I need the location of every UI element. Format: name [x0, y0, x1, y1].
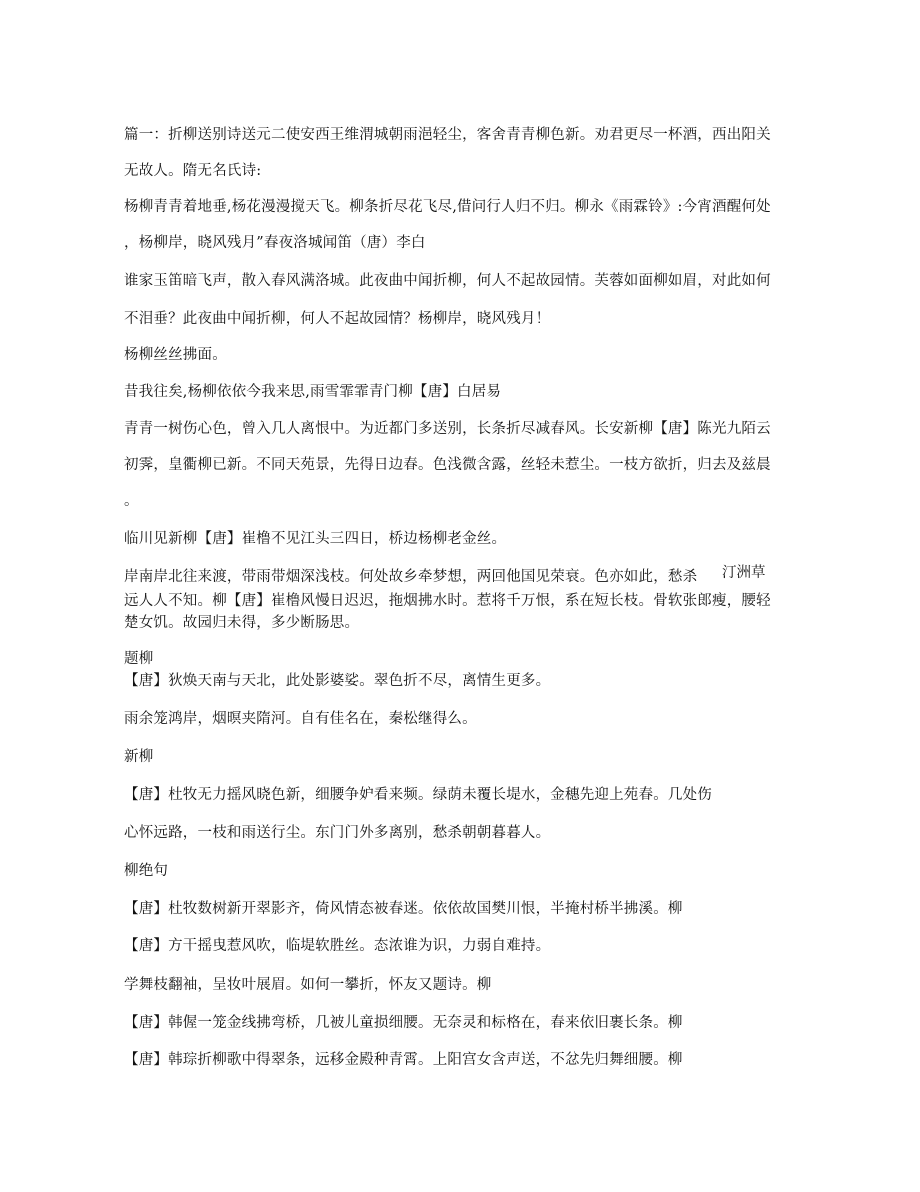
text-line: ，杨柳岸，晓风残月”春夜洛城闻笛（唐）李白 — [124, 235, 426, 251]
text-line: 楚女饥。故园归未得，多少断肠思。 — [124, 615, 360, 631]
text-line: 【唐】韩偓一笼金线拂弯桥，几被儿童损细腰。无奈灵和标格在，春来依旧裹长条。柳 — [124, 1015, 683, 1031]
text-line: 柳绝句 — [124, 863, 169, 879]
text-line: 。 — [124, 493, 139, 509]
text-line: 【唐】杜牧数树新开翠影齐，倚风情态被春迷。依依故国樊川恨，半掩村桥半拂溪。柳 — [124, 901, 683, 917]
text-line: 无故人。隋无名氏诗: — [124, 163, 262, 179]
text-line: 雨余笼鸿岸，烟暝夹隋河。自有佳名在，秦松继得么。 — [124, 711, 477, 727]
text-line: 【唐】杜牧无力摇风晓色新，细腰争妒看来频。绿荫未覆长堤水，金穗先迎上苑春。几处伤 — [124, 787, 712, 803]
text-line: 新柳 — [124, 749, 154, 765]
floating-text: 汀洲草 — [722, 565, 766, 581]
text-line: 篇一：折柳送别诗送元二使安西王维渭城朝雨浥轻尘，客舍青青柳色新。劝君更尽一杯酒，西出阳关 — [124, 127, 771, 143]
text-line: 谁家玉笛暗飞声，散入春风满洛城。此夜曲中闻折柳，何人不起故园情。芙蓉如面柳如眉，对此如何 — [124, 273, 771, 289]
text-line: 【唐】狄焕天南与天北，此处影婆娑。翠色折不尽，离情生更多。 — [124, 673, 551, 689]
text-line: 【唐】方干摇曳惹风吹，临堤软胜丝。态浓谁为识，力弱自难持。 — [124, 938, 551, 954]
text-line: 不泪垂？此夜曲中闻折柳，何人不起故园情？杨柳岸，晓风残月！ — [124, 311, 551, 327]
text-line: 临川见新柳【唐】崔橹不见江头三四日，桥边杨柳老金丝。 — [124, 531, 507, 547]
text-line: 初霁，皇衢柳已新。不同天苑景，先得日边春。色浅微含露，丝轻未惹尘。一枝方欲折，归去及兹晨 — [124, 457, 771, 473]
text-line: 【唐】韩琮折柳歌中得翠条，远移金殿种青霄。上阳宫女含声送，不忿先归舞细腰。柳 — [124, 1052, 683, 1068]
text-line: 杨柳丝丝拂面。 — [124, 347, 227, 363]
text-line: 昔我往矣,杨柳依依今我来思,雨雪霏霏青门柳【唐】白居易 — [124, 384, 502, 400]
text-line: 杨柳青青着地垂,杨花漫漫搅天飞。柳条折尽花飞尽,借问行人归不归。柳永《雨霖铃》:今宵酒醒何处 — [124, 199, 771, 215]
text-line: 远人人不知。柳【唐】崔橹风慢日迟迟，拖烟拂水时。惹将千万恨，系在短长枝。骨软张郎瘦，腰轻 — [124, 593, 771, 609]
text-line: 题柳 — [124, 651, 154, 667]
text-line: 心怀远路，一枝和雨送行尘。东门门外多离别，愁杀朝朝暮暮人。 — [124, 825, 551, 841]
text-line: 青青一树伤心色，曾入几人离恨中。为近都门多送别，长条折尽减春风。长安新柳【唐】陈光九陌云 — [124, 421, 771, 437]
text-line: 学舞枝翻袖，呈妆叶展眉。如何一攀折，怀友又题诗。柳 — [124, 977, 492, 993]
text-line: 岸南岸北往来渡，带雨带烟深浅枝。何处故乡牵梦想，两回他国见荣衰。色亦如此，愁杀 — [124, 569, 698, 585]
